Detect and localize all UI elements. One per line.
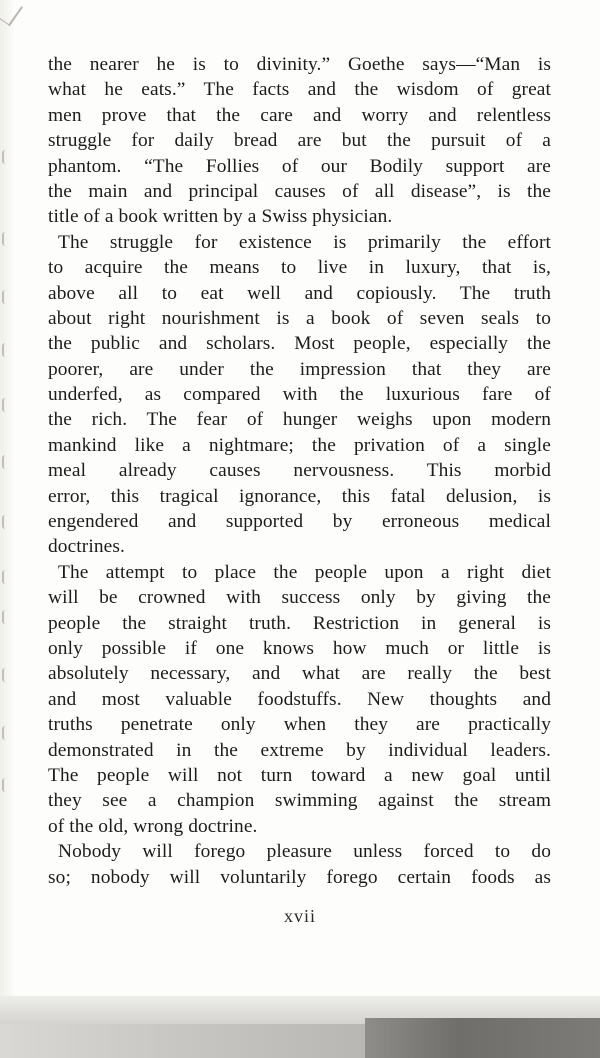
- text-line: The struggle for existence is primarily the effort: [58, 231, 551, 253]
- text-line: title of a book written by a Swiss physician.: [48, 206, 393, 228]
- text-line: the public and scholars. Most people, especially the: [48, 333, 551, 355]
- gutter-mark: [2, 398, 10, 412]
- text-line: what he eats.” The facts and the wisdom of great: [48, 79, 551, 101]
- gutter-mark: [2, 668, 10, 682]
- text-line: so; nobody will voluntarily forego certain foods as: [48, 866, 551, 888]
- text-line: underfed, as compared with the luxurious fare of: [48, 384, 551, 406]
- gutter-mark: [2, 610, 10, 624]
- text-line: they see a champion swimming against the stream: [48, 790, 551, 812]
- text-line: to acquire the means to live in luxury, that is,: [48, 257, 551, 279]
- text-line: will be crowned with success only by giving the: [48, 587, 551, 609]
- text-line: the main and principal causes of all disease”, is the: [48, 180, 551, 202]
- text-line: truths penetrate only when they are practically: [48, 714, 551, 736]
- text-line: about right nourishment is a book of seven seals to: [48, 307, 551, 329]
- gutter-mark: [2, 726, 10, 740]
- text-line: the nearer he is to divinity.” Goethe says—“Man is: [48, 54, 551, 75]
- text-line: engendered and supported by erroneous medical: [48, 511, 551, 533]
- corner-fold-mark: [0, 0, 23, 26]
- text-line: only possible if one knows how much or little is: [48, 637, 551, 659]
- scan-bottom-light-region: [0, 1024, 365, 1058]
- gutter-mark: [2, 290, 10, 304]
- text-line: the rich. The fear of hunger weighs upon modern: [48, 409, 551, 431]
- text-line: doctrines.: [48, 536, 125, 558]
- gutter-mark: [2, 150, 10, 164]
- gutter-mark: [2, 455, 10, 469]
- gutter-mark: [2, 343, 10, 357]
- text-line: meal already causes nervousness. This morbid: [48, 460, 551, 482]
- text-line: of the old, wrong doctrine.: [48, 815, 258, 837]
- gutter-mark: [2, 570, 10, 584]
- body-text: [48, 52, 551, 890]
- page-number: xvii: [283, 906, 316, 926]
- text-line: struggle for daily bread are but the pursuit of a: [48, 130, 551, 152]
- gutter-mark: [2, 778, 10, 792]
- gutter-mark: [2, 232, 10, 246]
- scan-bottom-dark-region: [365, 1018, 600, 1058]
- text-line: men prove that the care and worry and relentless: [48, 104, 551, 126]
- text-line: demonstrated in the extreme by individual leaders.: [48, 739, 551, 761]
- text-line: Nobody will forego pleasure unless forced to do: [58, 841, 551, 863]
- text-line: absolutely necessary, and what are really the best: [48, 663, 551, 685]
- text-line: and most valuable foodstuffs. New thoughts and: [48, 688, 551, 710]
- page-gutter: [0, 0, 14, 1000]
- text-line: above all to eat well and copiously. The truth: [48, 282, 551, 304]
- text-line: poorer, are under the impression that they are: [48, 358, 551, 380]
- text-line: mankind like a nightmare; the privation of a single: [48, 434, 551, 456]
- text-line: error, this tragical ignorance, this fatal delusion, is: [48, 485, 551, 507]
- gutter-mark: [2, 515, 10, 529]
- text-line: people the straight truth. Restriction in general is: [48, 612, 551, 634]
- text-line: phantom. “The Follies of our Bodily support are: [48, 155, 551, 177]
- text-line: The attempt to place the people upon a right diet: [58, 561, 551, 583]
- text-line: The people will not turn toward a new goal until: [48, 764, 551, 786]
